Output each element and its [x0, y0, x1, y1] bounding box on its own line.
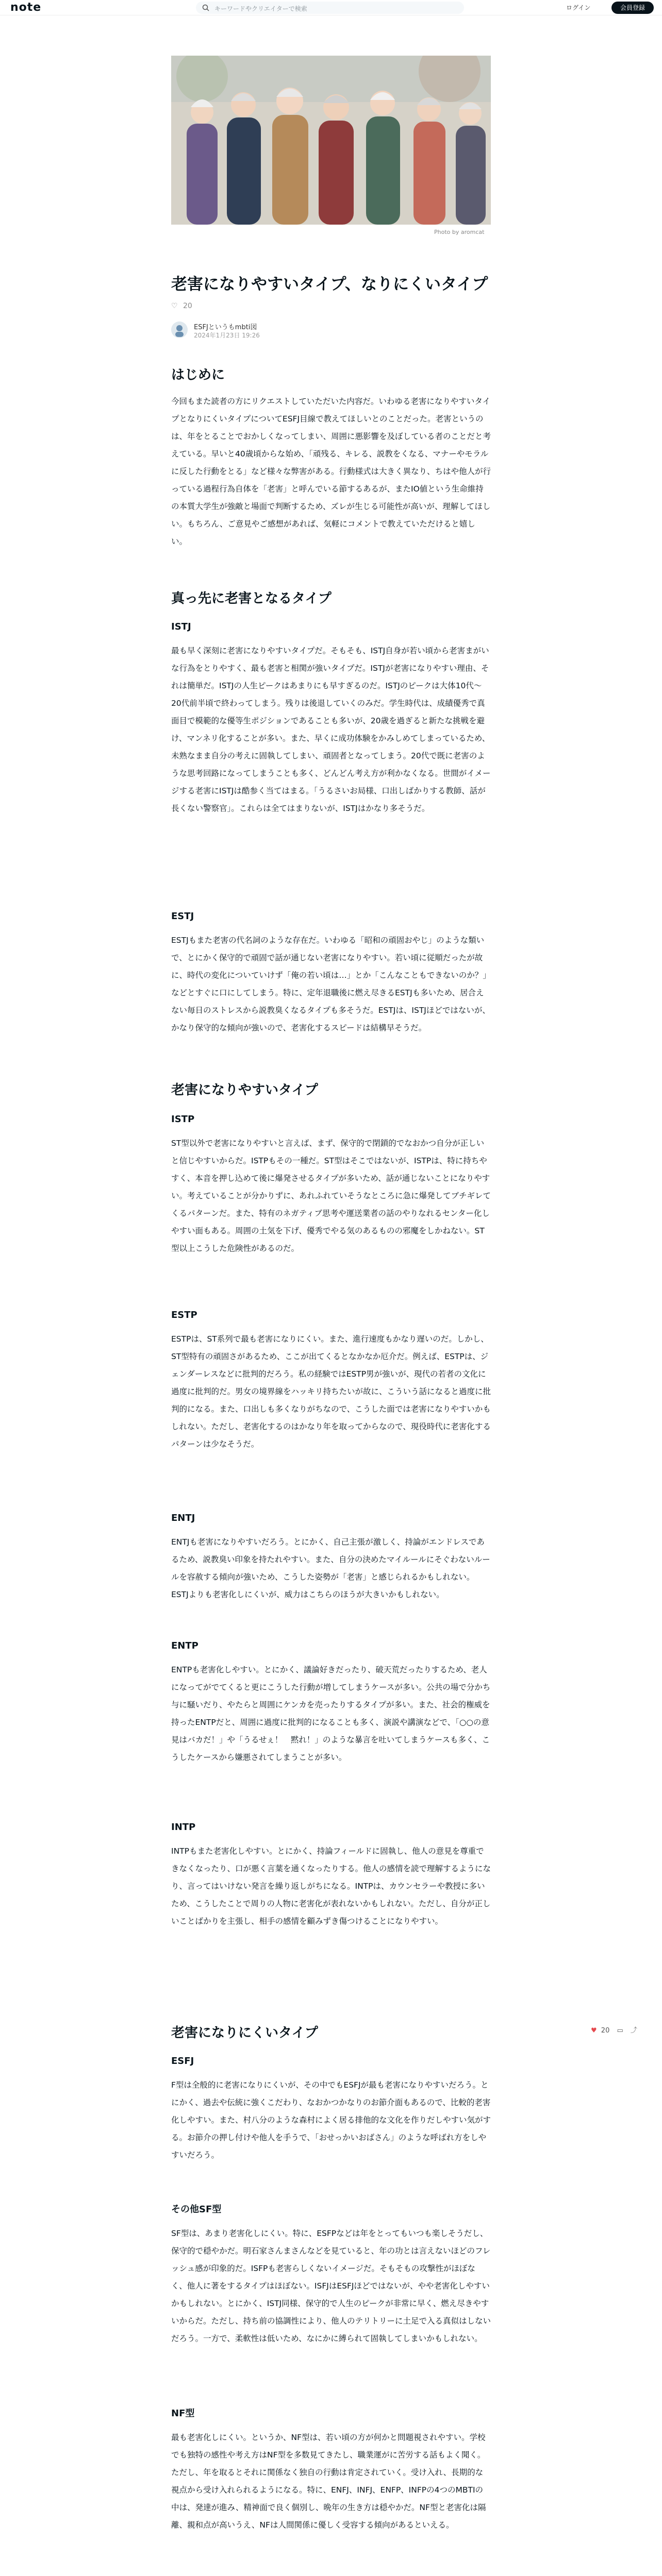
subsection-heading: NF型 [171, 2408, 195, 2419]
paragraph: 今回もまた読者の方にリクエストしていただいた内容だ。いわゆる老害になりやすいタイプとなりにくいタイプについてESFJ目線で教えてほしいとのことだった。老害というのは、年をとることでおかしくなってしまい、周囲に悪影響を及ぼしている者のことだと考えている。早いと40歳頃からな始め、「頑残る、キレる、説教をくなる、マナーやモラルに反した行動をとる」など様々な弊害がある。行動様式は大きく異なり、ちはや他人が行っている過程行為自体を「老害」と呼んでいる節するあるが、またIO値という生命維持の本質大学生が強敵と場面で判断するため、ズレが生じる可能性が高いが、理解してほしい。もちろん、ご意見やご感想があれば、気軽にコメントで教えていただけると嬉しい。 [171, 397, 491, 546]
note-logo[interactable]: note [10, 1, 42, 14]
subsection-heading: ENTJ [171, 1513, 195, 1523]
paragraph: ST型以外で老害になりやすいと言えば、まず、保守的で閉鎖的でなおかつ自分が正しいと信じやすいからだ。ISTPもその一種だ。ST型はそこではないが、ISTPは、特に持ちやすく、本音を押し込めて後に爆発させるタイプが多いため、話が通じないことになりやすい。考えていることが分かりずに、あれふれていそうなところに急に爆発してブチギレてくるパターンだ。また、特有のネガティブ思考や運送業者の話のやりなれるセンター化しやすい面もある。周囲の土気を下げ、優秀でやる気のあるものの邪魔をしかねない。ST型以上こうした危険性があるのだ。 [171, 1139, 491, 1253]
float-heart-icon[interactable]: ♥ [591, 2027, 597, 2035]
photo-credit: Photo by aromcat [434, 229, 485, 235]
hero-image [171, 56, 491, 225]
paragraph: 最も老害化しにくい。というか、NF型は、若い頃の方が何かと問題視されやすい。学校でも独特の感性や考え方はNF型を多数見てきたし、職業運がに苦労する話もよく聞く。ただし、年を取るとそれに関係なく独自の行動は肯定されていく。受け入れ、長期的な視点から受け入れられるようになる。特に、ENFJ、INFJ、ENFP、INFPの4つのMBTIの中は、発達が進み、精神面で良く個別し、晩年の生き方は穏やかだ。NF型と老害化は隔離、親和点が高いうえ、NFは人間関係に優しく受容する傾向があるといえる。 [171, 2433, 486, 2530]
publish-date: 2024年1月23日 19:26 [194, 332, 260, 339]
article-title: 老害になりやすいタイプ、なりにくいタイプ [171, 275, 488, 294]
login-link[interactable]: ログイン [566, 4, 591, 11]
section-heading: はじめに [171, 367, 225, 383]
paragraph: 最も早く深刻に老害になりやすいタイプだ。そもそも、ISTJ自身が若い頃から老害まがいな行為をとりやすく、最も老害と相関が強いタイプだ。ISTJが老害になりやすい理由、それは簡単だ。ISTJの人生ピークはあまりにも早すぎるのだ。ISTJのピークは大体10代〜20代前半頃で終わってしまう。残りは後退していくのみだ。学生時代は、成績優秀で真面目で模範的な優等生ポジションであることも多いが、20歳を過ぎると新たな挑戦を避け、マンネリ化することが多い。また、早くに成功体験をかみしめてしまっているため、未熟なまま自分の考えに固執してしまい、頑固者となってしまう。20代で既に老害のような思考回路になってしまうことも多く、どんどん考え方が利かなくなる。世間がイメージする老害にISTJは酷参く当てはまる。「うるさいお局様、口出しばかりする教師、話が長くない警察官」。これらは全てはまりないが、ISTJはかなり多そうだ。 [171, 646, 491, 813]
subsection-heading: ESFJ [171, 2056, 194, 2066]
like-count: 20 [183, 302, 192, 310]
search-placeholder: キーワードやクリエイターで検索 [214, 5, 307, 12]
float-share-icon[interactable]: ⤴ [630, 2027, 637, 2035]
author-name[interactable]: ESFJというもmbti図 [194, 324, 257, 331]
author-avatar[interactable] [171, 321, 188, 338]
subsection-heading: ISTJ [171, 621, 191, 632]
subsection-heading: ESTJ [171, 911, 194, 922]
paragraph: ESTJもまた老害の代名詞のような存在だ。いわゆる「昭和の頑固おやじ」のような類いで、とにかく保守的で頑固で話が通じない老害になりやすい。若い頃に従順だったが故に、時代の変化についていけず「俺の若い頃は…」とか「こんなこともできないのか？」などとすぐに口にしてしまう。特に、定年退職後に燃え尽きるESTJも多いため、居合えない毎日のストレスから説教臭くなるタイプも多そうだ。ESTJは、ISTJほどではないが、かなり保守的な傾向が強いので、老害化するスピードは結構早そうだ。 [171, 936, 491, 1032]
section-heading: 老害になりやすいタイプ [171, 1082, 318, 1098]
search-input[interactable] [196, 2, 464, 14]
paragraph: SF型は、あまり老害化しにくい。特に、ESFPなどは年をとってもいつも楽しそうだし、保守的で穏やかだ。明石家さんまさんなどを見ていると、年の功とは言えないほどのフレッシュ感が印象的だ。ISFPも老害らしくないイメージだ。そもそもの攻撃性がほぼなく、他人に著をするタイプはほぼない。ISFJはESFJほどではないが、やや老害化しやすいかもしれない。とにかく、ISTJ同様、保守的で人生のピークが非常に早く、燃え尽きやすいからだ。ただし、持ち前の協調性により、他人のテリトリーに土足で入る真似はしないだろう。一方で、柔軟性は低いため、なにかに縛られて固執してしまいかもしれない。 [171, 2229, 491, 2343]
title-like-row [171, 302, 192, 310]
paragraph: ESTPは、ST系列で最も老害になりにくい。また、進行速度もかなり遅いのだ。しかし、ST型特有の頑固さがあるため、ここが出てくるとなかなか厄介だ。例えば、ESTPは、ジェンダーレスなどに批判的だろう。私の経験ではESTP男が強いが、現代の若者の文化に過度に批判的だ。男女の境界線をハッキリ持ちたいが故に、こういう話になると過度に批判的になる。また、口出しも多くなりがちなので、こうした面では老害になりやすいかもしれない。ただし、老害化するのはかなり年を取ってからなので、現役時代に老害化するパターンは少なそうだ。 [171, 1334, 491, 1449]
subsection-heading: ESTP [171, 1310, 197, 1320]
author-row [171, 319, 491, 342]
section-heading: 老害になりにくいタイプ [171, 2025, 318, 2041]
float-comment-icon[interactable]: ▭ [617, 2027, 623, 2035]
paragraph: ENTPも老害化しやすい。とにかく、議論好きだったり、破天荒だったりするため、老人になってがでてくると更にこうした行動が増してしまうケースが多い。公共の場で分かち与に騒いだり、やたらと周囲にケンカを売ったりするタイプが多い。また、社会的権威を持ったENTPだと、周囲に過度に批判的になることも多く、演説や講演などで、「○○の意見はバカだ！」や「うるせぇ！ 黙れ！」のような暴言を吐いてしまうケースも多く、こうしたケースから嫌悪されてしまうことが多い。 [171, 1665, 491, 1762]
subsection-heading: ENTP [171, 1640, 198, 1651]
search-icon [202, 4, 209, 11]
float-like-count: 20 [601, 2027, 610, 2035]
author-avatar-image [171, 321, 188, 338]
subsection-heading: INTP [171, 1822, 196, 1833]
paragraph: ENTJも老害になりやすいだろう。とにかく、自己主張が激しく、持論がエンドレスであるため、説教臭い印象を持たれやすい。また、自分の決めたマイルールにそぐわないルールを容赦する傾向が強いため、こうした姿勢が「老害」と感じられるかもしれない。ESTJよりも老害化しにくいが、威力はこちらのほうが大きいかもしれない。 [171, 1537, 490, 1599]
subsection-heading: その他SF型 [171, 2204, 222, 2215]
paragraph: INTPもまた老害化しやすい。とにかく、持論フィールドに固執し、他人の意見を尊重できなくなったり、口が悪く言葉を通くなったりする。他人の感情を読で理解するようになり、言ってはいけない発言を繰り返しがちになる。INTPは、カウンセラーや教授に多いため、こうしたことで周りの人物に老害化が表れないかもしれない。ただし、自分が正しいことばかりを主張し、相手の感情を顧みずき傷つけることになりやすい。 [171, 1846, 491, 1926]
floating-actions [591, 2025, 653, 2040]
section-heading: 真っ先に老害となるタイプ [171, 591, 332, 606]
heart-icon[interactable]: ♡ [171, 302, 178, 310]
signup-button[interactable]: 会員登録 [611, 2, 654, 14]
hero-illustration [171, 56, 491, 225]
top-bar [0, 0, 662, 15]
subsection-heading: ISTP [171, 1114, 195, 1125]
paragraph: F型は全般的に老害になりにくいが、その中でもESFJが最も老害になりやすいだろう。とにかく、過去や伝統に強くこだわり、なおかつかなりのお節介面もあるので、比較的老害化しやすい。また、村八分のような森村によく居る排他的な文化を作りだしやすい気がする。お節介の押し付けや他人を手うで、「おせっかいおばさん」のような呼ばれ方をしやすいだろう。 [171, 2080, 491, 2160]
